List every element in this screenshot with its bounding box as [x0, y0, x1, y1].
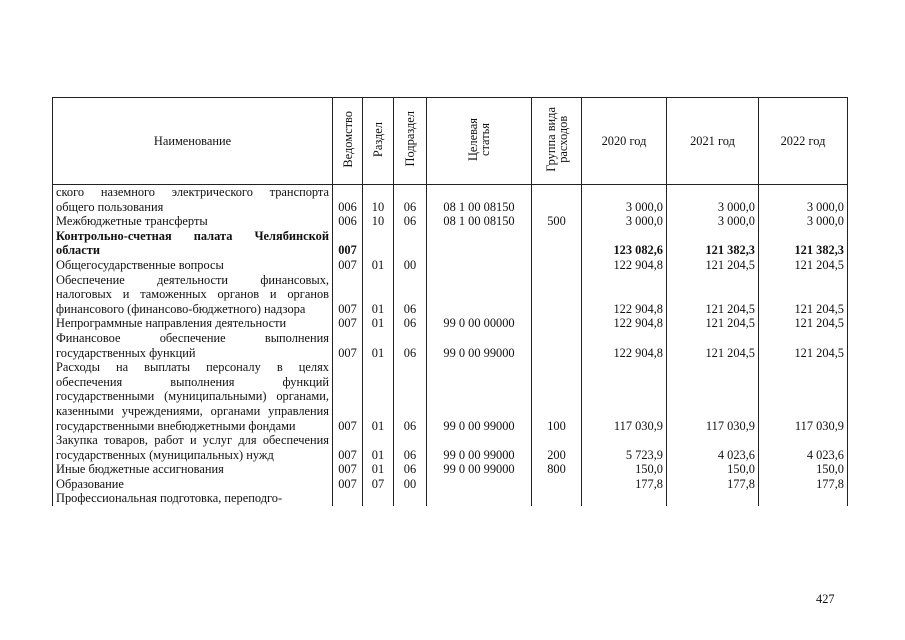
row-section: 10	[363, 214, 394, 229]
row-name: Расходы на выплаты персоналу в целях обеспечения выполнения функций государственными (муниципальными) органами, казенными учреждениями, органами управления государственными внебюджетными фондами	[53, 360, 333, 433]
row-value-2021	[667, 491, 759, 506]
row-value-2020: 122 904,8	[582, 331, 667, 360]
row-value-2020: 122 904,8	[582, 316, 667, 331]
row-subsection	[394, 491, 427, 506]
row-value-2021: 117 030,9	[667, 360, 759, 433]
row-expense-group: 500	[532, 214, 582, 229]
row-subsection: 06	[394, 360, 427, 433]
row-expense-group	[532, 258, 582, 273]
header-subsection: Подраздел	[394, 98, 427, 185]
row-value-2021: 177,8	[667, 477, 759, 492]
header-expense-group: Группа вида расходов	[532, 98, 582, 185]
row-dept: 006	[333, 185, 363, 215]
row-value-2022: 121 204,5	[759, 331, 848, 360]
row-name: Закупка товаров, работ и услуг для обеспечения государственных (муниципальных) нужд	[53, 433, 333, 462]
row-dept: 007	[333, 360, 363, 433]
row-target: 99 0 00 99000	[427, 360, 532, 433]
row-target	[427, 258, 532, 273]
row-section: 01	[363, 331, 394, 360]
row-section: 01	[363, 433, 394, 462]
row-target	[427, 477, 532, 492]
row-section: 01	[363, 273, 394, 317]
row-value-2021: 3 000,0	[667, 185, 759, 215]
table-row	[53, 491, 848, 506]
row-value-2022: 150,0	[759, 462, 848, 477]
row-expense-group	[532, 273, 582, 317]
header-name: Наименование	[53, 98, 333, 185]
row-subsection: 06	[394, 185, 427, 215]
row-target	[427, 491, 532, 506]
row-expense-group	[532, 229, 582, 258]
table-row	[53, 316, 848, 331]
row-dept: 007	[333, 316, 363, 331]
row-target	[427, 273, 532, 317]
row-target: 99 0 00 99000	[427, 331, 532, 360]
header-2021: 2021 год	[667, 98, 759, 185]
row-value-2022: 4 023,6	[759, 433, 848, 462]
row-dept: 007	[333, 273, 363, 317]
row-name: Профессиональная подготовка, переподго-	[53, 491, 333, 506]
row-value-2022: 117 030,9	[759, 360, 848, 433]
table-row	[53, 462, 848, 477]
table-row	[53, 185, 848, 215]
row-name: Обеспечение деятельности финансовых, налоговых и таможенных органов и органов финансового (финансово-бюджетного) надзора	[53, 273, 333, 317]
row-subsection: 06	[394, 214, 427, 229]
row-target: 08 1 00 08150	[427, 214, 532, 229]
header-target: Целевая статья	[427, 98, 532, 185]
row-dept: 006	[333, 214, 363, 229]
row-name: Непрограммные направления деятельности	[53, 316, 333, 331]
row-value-2021: 121 204,5	[667, 316, 759, 331]
row-dept	[333, 491, 363, 506]
row-dept: 007	[333, 433, 363, 462]
row-value-2022: 3 000,0	[759, 214, 848, 229]
row-value-2022	[759, 491, 848, 506]
row-value-2021: 121 382,3	[667, 229, 759, 258]
row-expense-group	[532, 491, 582, 506]
row-subsection: 00	[394, 258, 427, 273]
row-value-2022: 121 204,5	[759, 258, 848, 273]
row-value-2021: 4 023,6	[667, 433, 759, 462]
row-value-2021: 3 000,0	[667, 214, 759, 229]
row-target	[427, 229, 532, 258]
table-row	[53, 214, 848, 229]
table-row	[53, 331, 848, 360]
row-subsection: 06	[394, 273, 427, 317]
row-value-2022: 177,8	[759, 477, 848, 492]
header-2020: 2020 год	[582, 98, 667, 185]
header-2022: 2022 год	[759, 98, 848, 185]
budget-table	[52, 97, 848, 506]
row-name: Общегосударственные вопросы	[53, 258, 333, 273]
row-name: Межбюджетные трансферты	[53, 214, 333, 229]
table-header-row	[53, 98, 848, 185]
row-expense-group: 200	[532, 433, 582, 462]
row-section	[363, 491, 394, 506]
row-subsection	[394, 229, 427, 258]
row-value-2020: 3 000,0	[582, 185, 667, 215]
row-value-2020: 122 904,8	[582, 258, 667, 273]
header-section: Раздел	[363, 98, 394, 185]
row-value-2020: 150,0	[582, 462, 667, 477]
row-target: 99 0 00 99000	[427, 433, 532, 462]
row-target: 99 0 00 99000	[427, 462, 532, 477]
row-section: 01	[363, 462, 394, 477]
row-value-2022: 121 204,5	[759, 316, 848, 331]
page-number: 427	[816, 592, 835, 606]
row-subsection: 00	[394, 477, 427, 492]
row-section: 01	[363, 316, 394, 331]
row-dept: 007	[333, 258, 363, 273]
table-row	[53, 360, 848, 433]
row-expense-group: 100	[532, 360, 582, 433]
table-row	[53, 229, 848, 258]
row-target: 08 1 00 08150	[427, 185, 532, 215]
row-value-2020: 5 723,9	[582, 433, 667, 462]
table-row	[53, 433, 848, 462]
row-section: 07	[363, 477, 394, 492]
header-dept: Ведомство	[333, 98, 363, 185]
table-row	[53, 258, 848, 273]
row-section: 01	[363, 258, 394, 273]
row-expense-group	[532, 185, 582, 215]
row-value-2021: 150,0	[667, 462, 759, 477]
row-name: Контрольно-счетная палата Челябинской области	[53, 229, 333, 258]
row-expense-group	[532, 316, 582, 331]
row-value-2021: 121 204,5	[667, 258, 759, 273]
row-value-2020	[582, 491, 667, 506]
row-section: 01	[363, 360, 394, 433]
row-value-2020: 123 082,6	[582, 229, 667, 258]
row-subsection: 06	[394, 316, 427, 331]
row-value-2022: 121 204,5	[759, 273, 848, 317]
row-value-2021: 121 204,5	[667, 331, 759, 360]
row-dept: 007	[333, 462, 363, 477]
table-row	[53, 273, 848, 317]
row-dept: 007	[333, 229, 363, 258]
row-dept: 007	[333, 331, 363, 360]
row-section: 10	[363, 185, 394, 215]
row-value-2020: 177,8	[582, 477, 667, 492]
row-subsection: 06	[394, 433, 427, 462]
row-section	[363, 229, 394, 258]
row-name: ского наземного электрического транспорта общего пользования	[53, 185, 333, 215]
row-name: Образование	[53, 477, 333, 492]
row-value-2022: 121 382,3	[759, 229, 848, 258]
row-subsection: 06	[394, 331, 427, 360]
row-value-2020: 3 000,0	[582, 214, 667, 229]
row-expense-group	[532, 477, 582, 492]
row-dept: 007	[333, 477, 363, 492]
row-expense-group: 800	[532, 462, 582, 477]
row-expense-group	[532, 331, 582, 360]
row-value-2021: 121 204,5	[667, 273, 759, 317]
row-subsection: 06	[394, 462, 427, 477]
row-value-2020: 117 030,9	[582, 360, 667, 433]
row-target: 99 0 00 00000	[427, 316, 532, 331]
table-row	[53, 477, 848, 492]
row-name: Финансовое обеспечение выполнения государственных функций	[53, 331, 333, 360]
row-name: Иные бюджетные ассигнования	[53, 462, 333, 477]
row-value-2022: 3 000,0	[759, 185, 848, 215]
row-value-2020: 122 904,8	[582, 273, 667, 317]
